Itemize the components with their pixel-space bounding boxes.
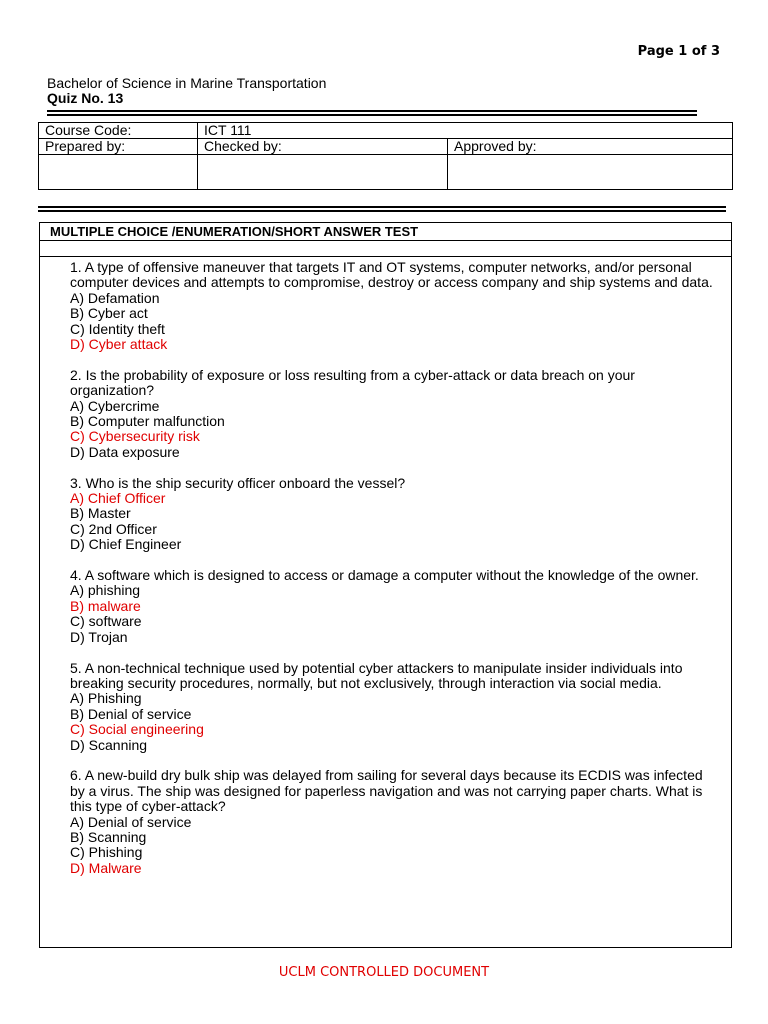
choice-option: A) Defamation <box>70 289 160 306</box>
approved-by-signature <box>448 155 733 190</box>
question-text: 4. A software which is designed to access or damage a computer without the knowledge of the owner. <box>70 567 699 584</box>
empty-row <box>40 241 731 257</box>
question-1 <box>70 260 731 352</box>
course-code-label: Course Code: <box>39 123 198 139</box>
choice-option: A) Phishing <box>70 690 142 707</box>
question-text: by a virus. The ship was designed for paperless navigation and was not carrying paper charts. What is <box>70 782 703 799</box>
page-number: Page 1 of 3 <box>637 44 720 59</box>
choice-option: A) Cybercrime <box>70 397 160 414</box>
choice-option: D) Scanning <box>70 736 148 753</box>
test-title: MULTIPLE CHOICE /ENUMERATION/SHORT ANSWER TEST <box>40 223 731 241</box>
answer-option: A) Chief Officer <box>70 490 166 507</box>
choice-option: A) Denial of service <box>70 813 192 830</box>
answer-option: B) malware <box>70 597 141 614</box>
answer-option: C) Social engineering <box>70 721 204 738</box>
question-list <box>40 257 731 876</box>
course-code-value: ICT 111 <box>198 123 733 139</box>
choice-option: B) Scanning <box>70 828 147 845</box>
section-divider <box>38 206 726 212</box>
choice-option: C) Identity theft <box>70 320 165 337</box>
checked-by-label: Checked by: <box>198 139 448 155</box>
quiz-number: Quiz No. 13 <box>47 90 124 106</box>
question-2 <box>70 368 731 460</box>
header-divider <box>47 110 697 116</box>
question-text: 6. A new-build dry bulk ship was delayed from sailing for several days because its ECDIS was infected <box>70 767 703 784</box>
question-text: 3. Who is the ship security officer onboard the vessel? <box>70 474 406 491</box>
prepared-by-label: Prepared by: <box>39 139 198 155</box>
question-text: computer devices and attempts to compromise, destroy or access company and ship systems and data. <box>70 274 713 291</box>
test-section <box>39 222 732 948</box>
answer-option: C) Cybersecurity risk <box>70 428 200 445</box>
question-text: 5. A non-technical technique used by potential cyber attackers to manipulate insider individuals into <box>70 659 683 676</box>
question-text: breaking security procedures, normally, but not exclusively, through interaction via social media. <box>70 674 662 691</box>
question-4 <box>70 568 731 645</box>
question-text: 2. Is the probability of exposure or loss resulting from a cyber-attack or data breach on your <box>70 366 635 383</box>
answer-option: D) Cyber attack <box>70 336 168 353</box>
approved-by-label: Approved by: <box>448 139 733 155</box>
choice-option: A) phishing <box>70 582 141 599</box>
choice-option: B) Denial of service <box>70 705 192 722</box>
choice-option: B) Computer malfunction <box>70 413 225 430</box>
answer-option: D) Malware <box>70 859 142 876</box>
question-3 <box>70 476 731 553</box>
choice-option: D) Data exposure <box>70 443 180 460</box>
prepared-by-signature <box>39 155 198 190</box>
info-table <box>38 122 733 190</box>
question-6 <box>70 768 731 876</box>
choice-option: B) Cyber act <box>70 305 148 322</box>
choice-option: D) Chief Engineer <box>70 536 182 553</box>
choice-option: C) Phishing <box>70 844 143 861</box>
program-title: Bachelor of Science in Marine Transportation <box>47 75 327 91</box>
question-text: this type of cyber-attack? <box>70 798 226 815</box>
document-header <box>47 76 326 106</box>
question-text: 1. A type of offensive maneuver that targets IT and OT systems, computer networks, and/or personal <box>70 259 692 275</box>
choice-option: C) software <box>70 613 142 630</box>
choice-option: D) Trojan <box>70 628 128 645</box>
choice-option: C) 2nd Officer <box>70 520 157 537</box>
checked-by-signature <box>198 155 448 190</box>
choice-option: B) Master <box>70 505 131 522</box>
controlled-document-footer: UCLM CONTROLLED DOCUMENT <box>278 965 490 980</box>
question-5 <box>70 661 731 753</box>
question-text: organization? <box>70 382 155 399</box>
